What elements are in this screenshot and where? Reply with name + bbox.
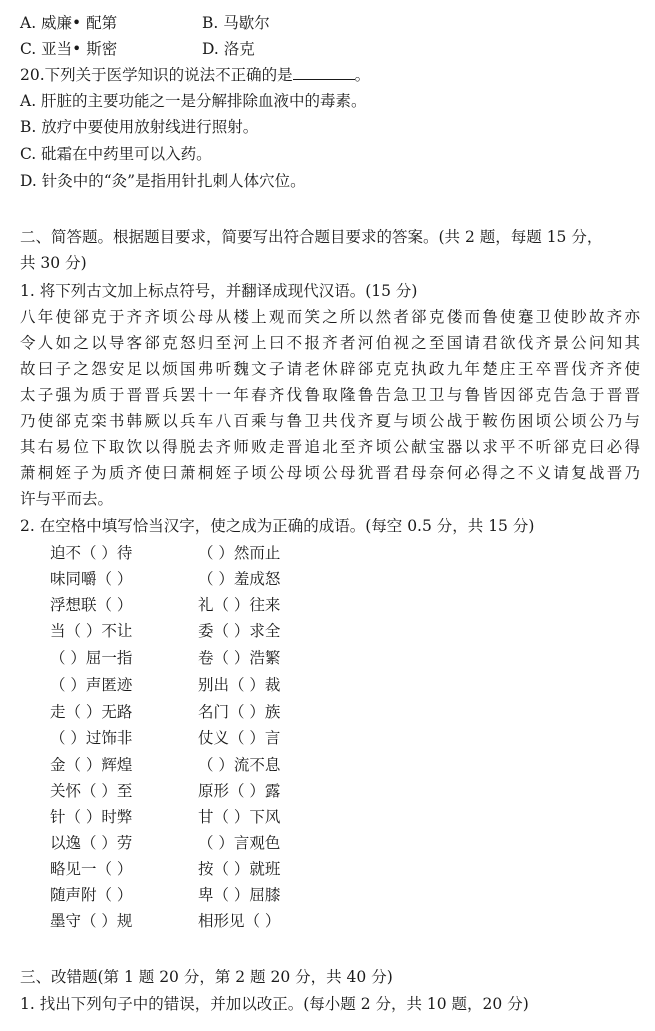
q20-option-b: B. 放疗中要使用放射线进行照射。 [20, 118, 259, 136]
idiom-item: 金（ ）辉煌 [50, 756, 133, 774]
answer-blank [293, 65, 355, 80]
idiom-row [50, 674, 281, 696]
q20-option-a: A. 肝脏的主要功能之一是分解排除血液中的毒素。 [20, 92, 367, 110]
idiom-row [50, 806, 281, 828]
idiom-item: 按（ ）就班 [198, 860, 281, 878]
classical-text-line: 令人如之以导客郤克怒归至河上曰不报齐者河伯视之至国请君欲伐齐景公问知其 [20, 334, 640, 352]
q20-option-d: D. 针灸中的“灸”是指用针扎刺人体穴位。 [20, 172, 306, 190]
classical-text-line: 八年使郤克于齐齐顷公母从楼上观而笑之所以然者郤克偻而鲁使蹇卫使眇故齐亦 [20, 308, 640, 326]
idiom-row [50, 542, 281, 564]
idiom-row [50, 754, 281, 776]
idiom-row [50, 594, 281, 616]
idiom-item: 针（ ）时弊 [50, 808, 133, 826]
idiom-row [50, 727, 281, 749]
idiom-row [50, 910, 281, 932]
idiom-item: 随声附（ ） [50, 886, 133, 904]
q20-option-c: C. 砒霜在中药里可以入药。 [20, 145, 212, 163]
section2-q2-title: 2. 在空格中填写恰当汉字，使之成为正确的成语。(每空 0.5 分，共 15 分) [20, 517, 535, 535]
q19-option-b: B. 马歇尔 [202, 14, 270, 32]
idiom-item: 当（ ）不让 [50, 622, 133, 640]
classical-text-line: 乃使郤克栾书韩厥以兵车八百乘与鲁卫共伐齐夏与顷公战于鞍伤困顷公顷公乃与 [20, 412, 640, 430]
idiom-item: 礼（ ）往来 [198, 596, 281, 614]
idiom-row [50, 701, 281, 723]
idiom-item: 卑（ ）屈膝 [198, 886, 281, 904]
idiom-item: 甘（ ）下风 [198, 808, 281, 826]
idiom-item: 委（ ）求全 [198, 622, 281, 640]
idiom-item: （ ）羞成怒 [198, 570, 281, 588]
idiom-row [50, 884, 281, 906]
idiom-item: （ ）言观色 [198, 834, 281, 852]
q20-stem-end: 。 [354, 66, 371, 84]
idiom-item: 走（ ）无路 [50, 703, 133, 721]
idiom-item: 以逸（ ）劳 [50, 834, 133, 852]
q19-options-row-2 [20, 38, 640, 60]
idiom-row [50, 568, 281, 590]
q19-option-d: D. 洛克 [202, 40, 255, 58]
idiom-item: 浮想联（ ） [50, 596, 133, 614]
q19-options-row-1 [20, 12, 640, 34]
section2-heading-line2: 共 30 分) [20, 254, 87, 272]
idiom-item: 原形（ ）露 [198, 782, 281, 800]
section3-heading: 三、改错题(第 1 题 20 分，第 2 题 20 分，共 40 分) [20, 968, 393, 986]
idiom-row [50, 780, 281, 802]
idiom-row [50, 647, 281, 669]
idiom-item: （ ）过饰非 [50, 729, 133, 747]
idiom-item: 墨守（ ）规 [50, 912, 133, 930]
idiom-item: 关怀（ ）至 [50, 782, 133, 800]
idiom-item: 别出（ ）裁 [198, 676, 281, 694]
q19-option-a: A. 威廉• 配第 [20, 14, 118, 32]
classical-text-line: 太子强为质于晋晋兵罢十一年春齐伐鲁取隆鲁告急卫卫与鲁皆因郤克告急于晋晋 [20, 386, 640, 404]
idiom-item: 名门（ ）族 [198, 703, 281, 721]
classical-text-line: 其右易位下取饮以得脱去齐师败走晋追北至齐顷公献宝器以求平不听郤克曰必得 [20, 438, 640, 456]
idiom-item: 迫不（ ）待 [50, 544, 133, 562]
idiom-item: （ ）屈一指 [50, 649, 133, 667]
section2-heading-line1: 二、简答题。根据题目要求，简要写出符合题目要求的答案。(共 2 题，每题 15 分， [20, 228, 603, 246]
q20-stem [20, 64, 640, 86]
idiom-item: 仗义（ ）言 [198, 729, 281, 747]
idiom-item: 卷（ ）浩繁 [198, 649, 281, 667]
idiom-row [50, 832, 281, 854]
q20-stem-text: 20.下列关于医学知识的说法不正确的是 [20, 66, 293, 84]
section2-q1-title: 1. 将下列古文加上标点符号，并翻译成现代汉语。(15 分) [20, 282, 418, 300]
idiom-item: 味同嚼（ ） [50, 570, 133, 588]
classical-text-line: 许与平而去。 [20, 490, 114, 508]
idiom-item: （ ）流不息 [198, 756, 281, 774]
idiom-item: 相形见（ ） [198, 912, 281, 930]
section3-q1-title: 1. 找出下列句子中的错误，并加以改正。(每小题 2 分，共 10 题，20 分) [20, 995, 529, 1013]
idiom-item: （ ）声匿迹 [50, 676, 133, 694]
idiom-item: 略见一（ ） [50, 860, 133, 878]
idiom-row [50, 858, 281, 880]
q19-option-c: C. 亚当• 斯密 [20, 40, 118, 58]
idiom-item: （ ）然而止 [198, 544, 281, 562]
classical-text-line: 萧桐姪子为质齐使曰萧桐姪子顷公母顷公母犹晋君母奈何必得之不义请复战晋乃 [20, 464, 640, 482]
classical-text-line: 故曰子之怨安足以烦国弗听魏文子请老休辟郤克克执政九年楚庄王卒晋伐齐齐使 [20, 360, 640, 378]
idiom-row [50, 620, 281, 642]
